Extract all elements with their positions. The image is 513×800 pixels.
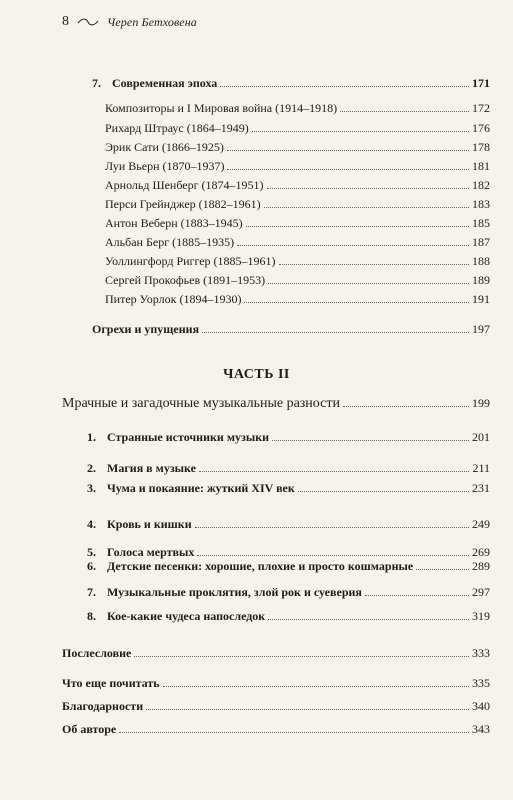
page-ref: 185: [472, 216, 490, 230]
toc-part2-chapter: [87, 461, 490, 476]
toc-subentry: [105, 197, 490, 212]
chapter-number: 6.: [87, 559, 96, 573]
chapter-number: 2.: [87, 461, 96, 475]
dot-leader: [416, 569, 469, 570]
toc-subentry: [105, 121, 490, 136]
toc-errata: [92, 322, 490, 337]
entry-label: Альбан Берг (1885–1935): [105, 235, 235, 249]
page-ref: 211: [472, 461, 490, 475]
chapter-title: Детские песенки: хорошие, плохие и просто кошмарные: [107, 559, 414, 573]
chapter-number: 3.: [87, 481, 96, 495]
chapter-number: 7.: [87, 585, 96, 599]
dot-leader: [272, 440, 469, 441]
page-ref: 269: [472, 545, 490, 559]
dot-leader: [264, 207, 469, 208]
swash-ornament-icon: [77, 17, 99, 27]
dot-leader: [220, 86, 469, 87]
page-ref: 333: [472, 646, 490, 660]
toc-subentry: [105, 178, 490, 193]
dot-leader: [227, 169, 469, 170]
page-ref: 249: [472, 517, 490, 531]
page-ref: 289: [472, 559, 490, 573]
chapter-title: Голоса мертвых: [107, 545, 195, 559]
entry-label: Питер Уорлок (1894–1930): [105, 292, 242, 306]
page-ref: 343: [472, 722, 490, 736]
toc-back-matter: [62, 699, 490, 714]
toc-subentry: [105, 159, 490, 174]
toc-part2-chapter: [87, 517, 490, 532]
dot-leader: [195, 527, 469, 528]
chapter-title: Кое-какие чудеса напоследок: [107, 609, 266, 623]
entry-label: Эрик Сати (1866–1925): [105, 140, 224, 154]
dot-leader: [237, 245, 469, 246]
entry-label: Уоллингфорд Риггер (1885–1961): [105, 254, 276, 268]
page-ref: 199: [472, 396, 490, 410]
toc-subentry: [105, 273, 490, 288]
page-ref: 201: [472, 430, 490, 444]
dot-leader: [252, 131, 469, 132]
chapter-title: Чума и покаяние: жуткий XIV век: [107, 481, 295, 495]
page-ref: 183: [472, 197, 490, 211]
dot-leader: [134, 656, 469, 657]
running-head: [62, 14, 197, 30]
entry-label: Рихард Штраус (1864–1949): [105, 121, 249, 135]
chapter-number: 4.: [87, 517, 96, 531]
chapter-title: Современная эпоха: [112, 76, 218, 90]
page-ref: 319: [472, 609, 490, 623]
page-ref: 335: [472, 676, 490, 690]
chapter-title: Кровь и кишки: [107, 517, 192, 531]
page-ref: 340: [472, 699, 490, 713]
toc-subentry: [105, 292, 490, 307]
page-ref: 191: [472, 292, 490, 306]
entry-label: Луи Вьерн (1870–1937): [105, 159, 225, 173]
page-ref: 176: [472, 121, 490, 135]
toc-part-subtitle: [62, 396, 490, 412]
entry-label: Перси Грейнджер (1882–1961): [105, 197, 261, 211]
dot-leader: [146, 709, 469, 710]
dot-leader: [365, 595, 469, 596]
toc-part2-chapter: [87, 545, 490, 560]
toc-part2-chapter: [87, 609, 490, 624]
page-ref: 178: [472, 140, 490, 154]
toc-part2-chapter: [87, 430, 490, 445]
dot-leader: [343, 406, 469, 407]
entry-label: Антон Веберн (1883–1945): [105, 216, 243, 230]
entry-label: Что еще почитать: [62, 676, 160, 690]
page-ref: 231: [472, 481, 490, 495]
page-ref: 171: [472, 76, 490, 90]
toc-subentry: [105, 216, 490, 231]
toc-subentry: [105, 101, 490, 116]
page-ref: 297: [472, 585, 490, 599]
dot-leader: [268, 283, 469, 284]
dot-leader: [119, 732, 469, 733]
toc-subentry: [105, 254, 490, 269]
chapter-number: 5.: [87, 545, 96, 559]
entry-label: Сергей Прокофьев (1891–1953): [105, 273, 266, 287]
chapter-title: Магия в музыке: [107, 461, 196, 475]
dot-leader: [268, 619, 469, 620]
toc-part2-chapter: [87, 559, 490, 574]
entry-label: Послесловие: [62, 646, 132, 660]
part-subtitle: Мрачные и загадочные музыкальные разности: [62, 396, 340, 411]
dot-leader: [246, 226, 469, 227]
page-number: 8: [62, 14, 69, 29]
page-ref: 181: [472, 159, 490, 173]
entry-label: Композиторы и I Мировая война (1914–1918): [105, 101, 338, 115]
dot-leader: [340, 111, 469, 112]
dot-leader: [298, 491, 469, 492]
chapter-number: 8.: [87, 609, 96, 623]
toc-subentry: [105, 235, 490, 250]
chapter-number: 1.: [87, 430, 96, 444]
page-ref: 189: [472, 273, 490, 287]
dot-leader: [227, 150, 469, 151]
toc-part2-chapter: [87, 481, 490, 496]
dot-leader: [267, 188, 469, 189]
dot-leader: [202, 332, 469, 333]
page-ref: 182: [472, 178, 490, 192]
page-ref: 197: [472, 322, 490, 336]
entry-label: Огрехи и упущения: [92, 322, 200, 336]
page-ref: 172: [472, 101, 490, 115]
toc-back-matter: [62, 646, 490, 661]
entry-label: Арнольд Шенберг (1874–1951): [105, 178, 264, 192]
part-heading: ЧАСТЬ II: [223, 367, 290, 382]
chapter-title: Музыкальные проклятия, злой рок и суеверия: [107, 585, 362, 599]
toc-back-matter: [62, 676, 490, 691]
page-ref: 187: [472, 235, 490, 249]
entry-label: Об авторе: [62, 722, 117, 736]
chapter-title: Странные источники музыки: [107, 430, 270, 444]
dot-leader: [279, 264, 469, 265]
toc-subentry: [105, 140, 490, 155]
toc-chapter-7: [92, 76, 490, 91]
dot-leader: [163, 686, 469, 687]
chapter-number: 7.: [92, 76, 101, 90]
page-ref: 188: [472, 254, 490, 268]
dot-leader: [197, 555, 469, 556]
dot-leader: [244, 302, 469, 303]
toc-part2-chapter: [87, 585, 490, 600]
dot-leader: [199, 471, 469, 472]
entry-label: Благодарности: [62, 699, 144, 713]
toc-back-matter: [62, 722, 490, 737]
running-title: Череп Бетховена: [107, 14, 197, 29]
